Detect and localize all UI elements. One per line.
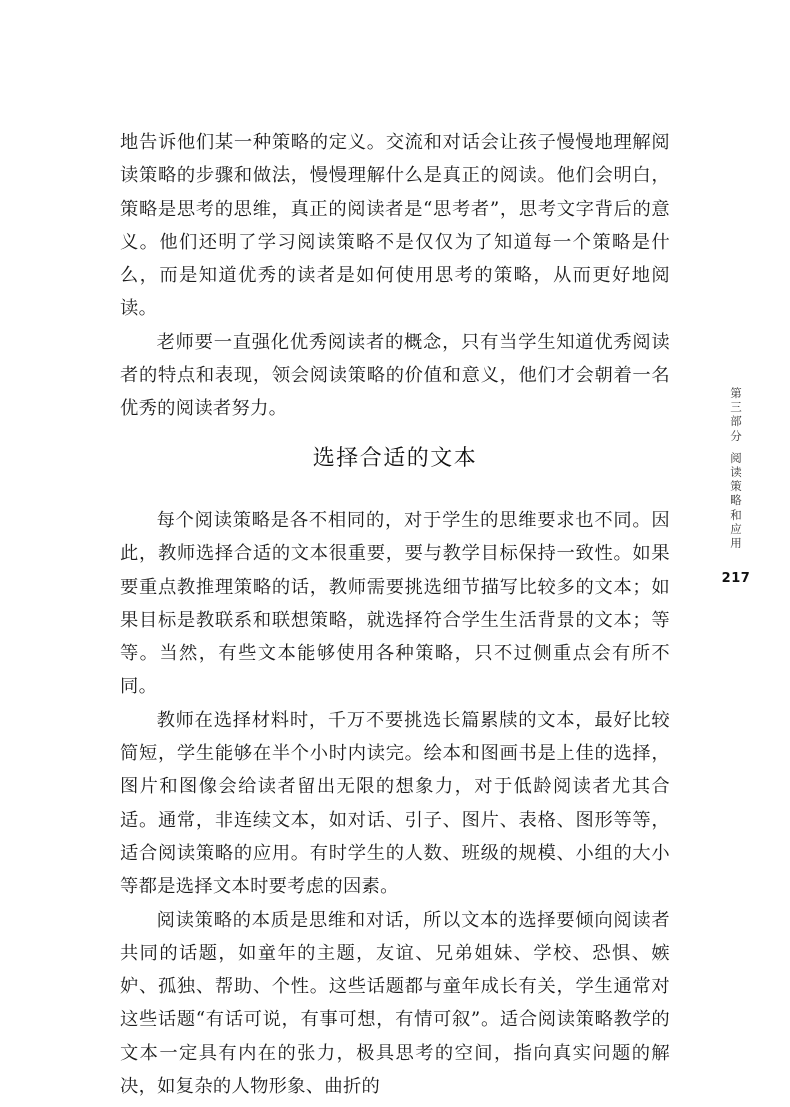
paragraph-continued: 地告诉他们某一种策略的定义。交流和对话会让孩子慢慢地理解阅读策略的步骤和做法，慢慢理解什么是真正的阅读。他们会明白，策略是思考的思维，真正的阅读者是“思考者”，思考文字背后的意义。他们还明了学习阅读策略不是仅仅为了知道每一个策略是什么，而是知道优秀的读者是如何使用思考的策略，从而更好地阅读。 <box>120 132 670 320</box>
paragraph: 每个阅读策略是各不相同的，对于学生的思维要求也不同。因此，教师选择合适的文本很重要，要与教学目标保持一致性。如果要重点教推理策略的话，教师需要挑选细节描写比较多的文本；如果目标是教联系和联想策略，就选择符合学生生活背景的文本；等等。当然，有些文本能够使用各种策略，只不过侧重点会有所不同。 <box>120 510 670 698</box>
page-number: 217 <box>721 571 751 586</box>
running-header-vertical <box>728 386 744 550</box>
paragraph: 老师要一直强化优秀阅读者的概念，只有当学生知道优秀阅读者的特点和表现，领会阅读策略的价值和意义，他们才会朝着一名优秀的阅读者努力。 <box>120 331 670 420</box>
paragraph: 阅读策略的本质是思维和对话，所以文本的选择要倾向阅读者共同的话题，如童年的主题，友谊、兄弟姐妹、学校、恐惧、嫉妒、孤独、帮助、个性。这些话题都与童年成长有关，学生通常对这些话题“有话可说，有事可想，有情可叙”。适合阅读策略教学的文本一定具有内在的张力，极具思考的空间，指向真实问题的解决，如复杂的人物形象、曲折的 <box>120 909 670 1098</box>
part-title: 阅读策略和应用 <box>730 450 742 551</box>
label-gap <box>728 443 744 451</box>
body-text-top <box>120 126 670 426</box>
body-text-bottom <box>120 504 670 1103</box>
paragraph: 教师在选择材料时，千万不要挑选长篇累牍的文本，最好比较简短，学生能够在半个小时内读完。绘本和图画书是上佳的选择，图片和图像会给读者留出无限的想象力，对于低龄阅读者尤其合适。通常，非连续文本，如对话、引子、图片、表格、图形等等，适合阅读策略的应用。有时学生的人数、班级的规模、小组的大小等都是选择文本时要考虑的因素。 <box>120 709 670 898</box>
section-heading: 选择合适的文本 <box>312 446 478 471</box>
part-label: 第三部分 <box>730 386 742 443</box>
